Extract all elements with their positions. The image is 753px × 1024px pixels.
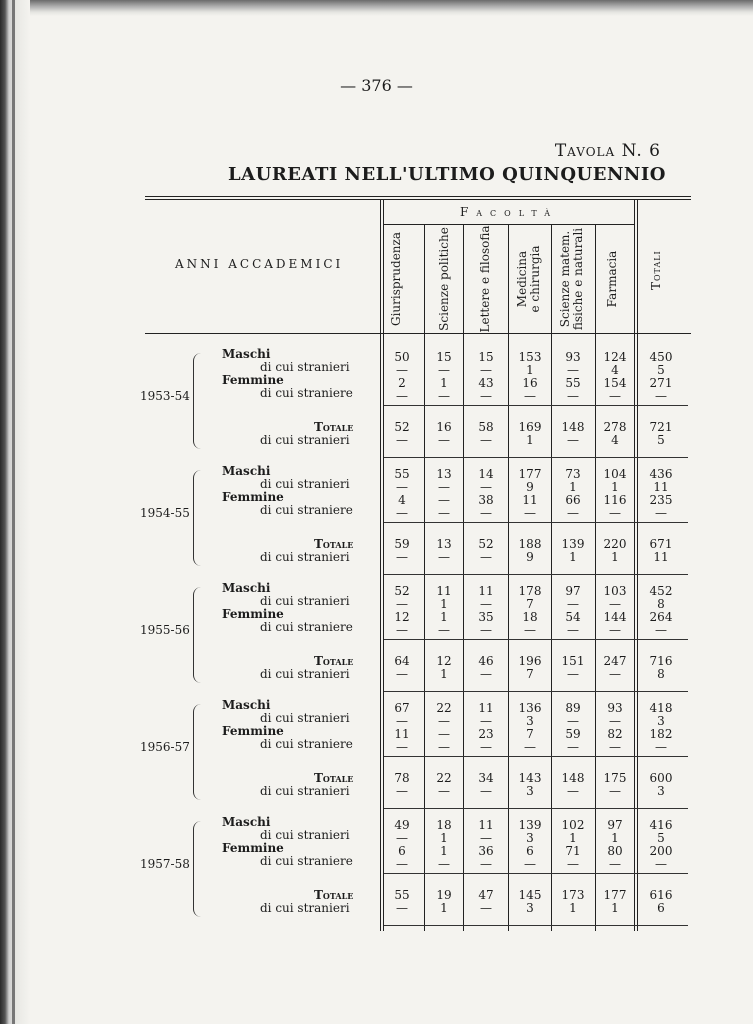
cell-maschi: 14 bbox=[478, 467, 494, 481]
cell-stranieri_m: — bbox=[567, 363, 579, 377]
subtotal-separator bbox=[384, 405, 688, 406]
cell-stranieri_m: — bbox=[396, 714, 408, 728]
cell-straniere_f: — bbox=[524, 623, 536, 637]
cell-straniere_f: — bbox=[524, 389, 536, 403]
cell-totale: 169 bbox=[518, 420, 542, 434]
cell-femmine: 82 bbox=[607, 727, 623, 741]
facolta-underline bbox=[384, 224, 634, 225]
year-block bbox=[0, 696, 753, 811]
cell-straniere_f: — bbox=[609, 389, 621, 403]
cell-maschi: 178 bbox=[518, 584, 542, 598]
row-label-totale: Totale bbox=[314, 654, 354, 668]
row-label-straniere_f: di cui straniere bbox=[260, 620, 353, 634]
cell-stranieri_m: — bbox=[438, 714, 450, 728]
row-label-femmine: Femmine bbox=[222, 607, 284, 621]
year-block bbox=[0, 579, 753, 694]
cell-stranieri_m: — bbox=[480, 480, 492, 494]
cell-femmine: 200 bbox=[649, 844, 673, 858]
cell-stranieri_t: — bbox=[438, 433, 450, 447]
academic-year-label: 1957-58 bbox=[140, 857, 190, 871]
cell-totale: 671 bbox=[649, 537, 673, 551]
cell-femmine: 144 bbox=[603, 610, 627, 624]
cell-straniere_f: — bbox=[438, 623, 450, 637]
row-label-maschi: Maschi bbox=[222, 347, 271, 361]
column-header-totali: Totali bbox=[649, 250, 663, 290]
row-label-straniere_f: di cui straniere bbox=[260, 386, 353, 400]
cell-femmine: 36 bbox=[478, 844, 494, 858]
row-label-totale: Totale bbox=[314, 420, 354, 434]
cell-straniere_f: — bbox=[609, 623, 621, 637]
cell-totale: 173 bbox=[561, 888, 585, 902]
cell-stranieri_t: 9 bbox=[526, 550, 534, 564]
row-label-maschi: Maschi bbox=[222, 815, 271, 829]
cell-totale: 52 bbox=[478, 537, 494, 551]
cell-stranieri_t: 1 bbox=[569, 901, 577, 915]
cell-femmine: 71 bbox=[565, 844, 581, 858]
cell-maschi: 124 bbox=[603, 350, 627, 364]
cell-stranieri_m: 3 bbox=[526, 714, 534, 728]
cell-maschi: 11 bbox=[478, 701, 494, 715]
cell-stranieri_m: — bbox=[609, 714, 621, 728]
cell-femmine: 154 bbox=[603, 376, 627, 390]
cell-maschi: 102 bbox=[561, 818, 585, 832]
cell-femmine: 43 bbox=[478, 376, 494, 390]
cell-totale: 16 bbox=[436, 420, 452, 434]
year-separator bbox=[384, 925, 688, 926]
cell-totale: 52 bbox=[394, 420, 410, 434]
cell-maschi: 177 bbox=[518, 467, 542, 481]
cell-stranieri_t: 1 bbox=[440, 667, 448, 681]
cell-stranieri_t: — bbox=[480, 901, 492, 915]
row-label-stranieri_t: di cui stranieri bbox=[260, 784, 350, 798]
cell-femmine: 35 bbox=[478, 610, 494, 624]
row-label-stranieri_t: di cui stranieri bbox=[260, 433, 350, 447]
academic-year-label: 1954-55 bbox=[140, 506, 190, 520]
row-label-stranieri_m: di cui stranieri bbox=[260, 477, 350, 491]
cell-stranieri_t: 1 bbox=[611, 550, 619, 564]
row-label-stranieri_m: di cui stranieri bbox=[260, 828, 350, 842]
subtotal-separator bbox=[384, 873, 688, 874]
cell-stranieri_t: — bbox=[396, 550, 408, 564]
cell-stranieri_t: 1 bbox=[440, 901, 448, 915]
cell-straniere_f: — bbox=[609, 740, 621, 754]
cell-totale: 13 bbox=[436, 537, 452, 551]
cell-totale: 148 bbox=[561, 420, 585, 434]
cell-totale: 143 bbox=[518, 771, 542, 785]
cell-stranieri_m: — bbox=[567, 714, 579, 728]
cell-totale: 59 bbox=[394, 537, 410, 551]
cell-totale: 78 bbox=[394, 771, 410, 785]
faculty-group-header: Facoltà bbox=[459, 205, 559, 219]
cell-stranieri_t: — bbox=[438, 784, 450, 798]
cell-femmine: 1 bbox=[440, 844, 448, 858]
cell-femmine: 1 bbox=[440, 376, 448, 390]
cell-stranieri_m: — bbox=[396, 480, 408, 494]
cell-straniere_f: — bbox=[438, 506, 450, 520]
brace-glyph bbox=[193, 353, 206, 449]
cell-stranieri_t: 3 bbox=[657, 784, 665, 798]
cell-totale: 188 bbox=[518, 537, 542, 551]
cell-stranieri_t: — bbox=[567, 667, 579, 681]
subtotal-separator bbox=[384, 756, 688, 757]
cell-stranieri_m: — bbox=[480, 831, 492, 845]
cell-stranieri_m: 1 bbox=[611, 480, 619, 494]
cell-maschi: 136 bbox=[518, 701, 542, 715]
cell-stranieri_t: 1 bbox=[526, 433, 534, 447]
cell-totale: 22 bbox=[436, 771, 452, 785]
cell-maschi: 15 bbox=[478, 350, 494, 364]
cell-straniere_f: — bbox=[655, 857, 667, 871]
cell-maschi: 450 bbox=[649, 350, 673, 364]
cell-stranieri_m: 7 bbox=[526, 597, 534, 611]
cell-stranieri_m: 8 bbox=[657, 597, 665, 611]
cell-stranieri_m: — bbox=[480, 714, 492, 728]
cell-maschi: 452 bbox=[649, 584, 673, 598]
year-block bbox=[0, 345, 753, 460]
cell-femmine: 55 bbox=[565, 376, 581, 390]
row-label-femmine: Femmine bbox=[222, 724, 284, 738]
cell-straniere_f: — bbox=[567, 389, 579, 403]
column-header-farmacia: Farmacia bbox=[605, 250, 619, 308]
cell-straniere_f: — bbox=[480, 857, 492, 871]
cell-totale: 616 bbox=[649, 888, 673, 902]
cell-maschi: 15 bbox=[436, 350, 452, 364]
row-label-stranieri_m: di cui stranieri bbox=[260, 711, 350, 725]
cell-stranieri_m: — bbox=[396, 363, 408, 377]
cell-stranieri_t: 4 bbox=[611, 433, 619, 447]
cell-maschi: 11 bbox=[436, 584, 452, 598]
cell-totale: 247 bbox=[603, 654, 627, 668]
cell-straniere_f: — bbox=[567, 623, 579, 637]
cell-maschi: 67 bbox=[394, 701, 410, 715]
cell-stranieri_t: 1 bbox=[611, 901, 619, 915]
column-header-giurisprudenza: Giurisprudenza bbox=[389, 231, 403, 327]
cell-stranieri_t: 3 bbox=[526, 901, 534, 915]
row-label-straniere_f: di cui straniere bbox=[260, 737, 353, 751]
cell-stranieri_m: — bbox=[480, 597, 492, 611]
cell-straniere_f: — bbox=[438, 857, 450, 871]
cell-maschi: 18 bbox=[436, 818, 452, 832]
cell-stranieri_m: — bbox=[438, 363, 450, 377]
cell-stranieri_m: — bbox=[438, 480, 450, 494]
cell-femmine: — bbox=[438, 493, 450, 507]
cell-stranieri_m: 5 bbox=[657, 831, 665, 845]
brace-glyph bbox=[193, 821, 206, 917]
cell-stranieri_m: 1 bbox=[611, 831, 619, 845]
cell-stranieri_m: 1 bbox=[440, 831, 448, 845]
cell-maschi: 103 bbox=[603, 584, 627, 598]
cell-straniere_f: — bbox=[524, 506, 536, 520]
brace-glyph bbox=[193, 587, 206, 683]
column-header-scienze-politiche: Scienze politiche bbox=[437, 227, 451, 331]
cell-totale: 220 bbox=[603, 537, 627, 551]
cell-stranieri_m: 5 bbox=[657, 363, 665, 377]
year-separator bbox=[384, 691, 688, 692]
subtotal-separator bbox=[384, 639, 688, 640]
cell-stranieri_t: 6 bbox=[657, 901, 665, 915]
cell-straniere_f: — bbox=[567, 506, 579, 520]
cell-stranieri_m: — bbox=[567, 597, 579, 611]
cell-maschi: 55 bbox=[394, 467, 410, 481]
cell-totale: 58 bbox=[478, 420, 494, 434]
cell-maschi: 49 bbox=[394, 818, 410, 832]
cell-maschi: 93 bbox=[607, 701, 623, 715]
cell-stranieri_m: — bbox=[396, 831, 408, 845]
cell-totale: 47 bbox=[478, 888, 494, 902]
row-label-stranieri_m: di cui stranieri bbox=[260, 360, 350, 374]
cell-femmine: 235 bbox=[649, 493, 673, 507]
cell-stranieri_t: — bbox=[396, 784, 408, 798]
cell-maschi: 416 bbox=[649, 818, 673, 832]
cell-totale: 19 bbox=[436, 888, 452, 902]
column-header-medicina: Medicina e chirurgia bbox=[515, 245, 542, 313]
cell-maschi: 418 bbox=[649, 701, 673, 715]
cell-femmine: 80 bbox=[607, 844, 623, 858]
header-top-rule-2 bbox=[145, 199, 691, 200]
stub-header: ANNI ACCADEMICI bbox=[175, 257, 344, 271]
cell-straniere_f: — bbox=[524, 740, 536, 754]
cell-stranieri_t: — bbox=[480, 550, 492, 564]
cell-stranieri_t: — bbox=[480, 667, 492, 681]
cell-femmine: 23 bbox=[478, 727, 494, 741]
academic-year-label: 1956-57 bbox=[140, 740, 190, 754]
row-label-totale: Totale bbox=[314, 888, 354, 902]
cell-straniere_f: — bbox=[480, 506, 492, 520]
row-label-maschi: Maschi bbox=[222, 698, 271, 712]
cell-totale: 46 bbox=[478, 654, 494, 668]
cell-maschi: 93 bbox=[565, 350, 581, 364]
cell-maschi: 11 bbox=[478, 818, 494, 832]
row-label-straniere_f: di cui straniere bbox=[260, 854, 353, 868]
row-label-totale: Totale bbox=[314, 771, 354, 785]
cell-femmine: 59 bbox=[565, 727, 581, 741]
cell-stranieri_m: 1 bbox=[526, 363, 534, 377]
cell-totale: 175 bbox=[603, 771, 627, 785]
row-label-stranieri_t: di cui stranieri bbox=[260, 550, 350, 564]
cell-stranieri_t: — bbox=[480, 784, 492, 798]
cell-totale: 278 bbox=[603, 420, 627, 434]
brace-glyph bbox=[193, 704, 206, 800]
cell-totale: 151 bbox=[561, 654, 585, 668]
cell-femmine: 1 bbox=[440, 610, 448, 624]
cell-stranieri_t: 5 bbox=[657, 433, 665, 447]
cell-stranieri_m: — bbox=[480, 363, 492, 377]
cell-stranieri_m: — bbox=[396, 597, 408, 611]
cell-straniere_f: — bbox=[396, 389, 408, 403]
table-number: Tavola N. 6 bbox=[554, 141, 661, 161]
cell-stranieri_m: 11 bbox=[653, 480, 669, 494]
cell-totale: 600 bbox=[649, 771, 673, 785]
row-label-femmine: Femmine bbox=[222, 373, 284, 387]
cell-femmine: 2 bbox=[398, 376, 406, 390]
cell-femmine: 271 bbox=[649, 376, 673, 390]
cell-straniere_f: — bbox=[480, 389, 492, 403]
cell-maschi: 139 bbox=[518, 818, 542, 832]
column-header-lettere-filosofia: Lettere e filosofia bbox=[478, 225, 492, 333]
cell-stranieri_t: 7 bbox=[526, 667, 534, 681]
brace-glyph bbox=[193, 470, 206, 566]
cell-straniere_f: — bbox=[567, 740, 579, 754]
cell-straniere_f: — bbox=[655, 389, 667, 403]
cell-straniere_f: — bbox=[396, 857, 408, 871]
cell-femmine: 4 bbox=[398, 493, 406, 507]
cell-maschi: 104 bbox=[603, 467, 627, 481]
cell-stranieri_t: — bbox=[609, 667, 621, 681]
cell-stranieri_m: 3 bbox=[657, 714, 665, 728]
cell-maschi: 13 bbox=[436, 467, 452, 481]
cell-stranieri_m: 1 bbox=[569, 831, 577, 845]
cell-stranieri_t: 3 bbox=[526, 784, 534, 798]
cell-stranieri_t: — bbox=[396, 901, 408, 915]
cell-femmine: 11 bbox=[522, 493, 538, 507]
cell-femmine: — bbox=[438, 727, 450, 741]
cell-stranieri_t: — bbox=[567, 433, 579, 447]
cell-totale: 721 bbox=[649, 420, 673, 434]
row-label-straniere_f: di cui straniere bbox=[260, 503, 353, 517]
cell-stranieri_t: — bbox=[480, 433, 492, 447]
cell-totale: 139 bbox=[561, 537, 585, 551]
cell-totale: 716 bbox=[649, 654, 673, 668]
cell-straniere_f: — bbox=[396, 740, 408, 754]
cell-stranieri_t: — bbox=[567, 784, 579, 798]
academic-year-label: 1953-54 bbox=[140, 389, 190, 403]
cell-stranieri_m: 1 bbox=[440, 597, 448, 611]
row-label-femmine: Femmine bbox=[222, 841, 284, 855]
cell-maschi: 97 bbox=[607, 818, 623, 832]
cell-stranieri_m: 9 bbox=[526, 480, 534, 494]
cell-straniere_f: — bbox=[567, 857, 579, 871]
row-label-stranieri_t: di cui stranieri bbox=[260, 901, 350, 915]
cell-straniere_f: — bbox=[655, 623, 667, 637]
cell-femmine: 18 bbox=[522, 610, 538, 624]
cell-femmine: 54 bbox=[565, 610, 581, 624]
cell-straniere_f: — bbox=[609, 857, 621, 871]
row-label-maschi: Maschi bbox=[222, 464, 271, 478]
cell-femmine: 66 bbox=[565, 493, 581, 507]
header-top-rule bbox=[145, 196, 691, 197]
cell-femmine: 11 bbox=[394, 727, 410, 741]
cell-stranieri_t: 8 bbox=[657, 667, 665, 681]
cell-totale: 177 bbox=[603, 888, 627, 902]
cell-straniere_f: — bbox=[396, 506, 408, 520]
cell-femmine: 182 bbox=[649, 727, 673, 741]
row-label-totale: Totale bbox=[314, 537, 354, 551]
cell-maschi: 11 bbox=[478, 584, 494, 598]
cell-straniere_f: — bbox=[480, 623, 492, 637]
cell-totale: 148 bbox=[561, 771, 585, 785]
page-top-edge bbox=[30, 0, 753, 16]
cell-stranieri_t: 11 bbox=[653, 550, 669, 564]
row-label-femmine: Femmine bbox=[222, 490, 284, 504]
cell-straniere_f: — bbox=[524, 857, 536, 871]
cell-totale: 55 bbox=[394, 888, 410, 902]
cell-totale: 12 bbox=[436, 654, 452, 668]
cell-maschi: 22 bbox=[436, 701, 452, 715]
cell-femmine: 38 bbox=[478, 493, 494, 507]
cell-stranieri_t: 1 bbox=[569, 550, 577, 564]
cell-femmine: 6 bbox=[526, 844, 534, 858]
cell-straniere_f: — bbox=[609, 506, 621, 520]
cell-stranieri_t: — bbox=[438, 550, 450, 564]
cell-maschi: 436 bbox=[649, 467, 673, 481]
cell-maschi: 153 bbox=[518, 350, 542, 364]
subtotal-separator bbox=[384, 522, 688, 523]
cell-totale: 145 bbox=[518, 888, 542, 902]
cell-femmine: 6 bbox=[398, 844, 406, 858]
cell-stranieri_t: — bbox=[396, 667, 408, 681]
cell-stranieri_t: — bbox=[609, 784, 621, 798]
cell-stranieri_m: — bbox=[609, 597, 621, 611]
cell-totale: 196 bbox=[518, 654, 542, 668]
year-separator bbox=[384, 808, 688, 809]
cell-femmine: 264 bbox=[649, 610, 673, 624]
cell-straniere_f: — bbox=[438, 740, 450, 754]
year-block bbox=[0, 813, 753, 928]
cell-straniere_f: — bbox=[480, 740, 492, 754]
column-header-scienze-matematiche: Scienze matem. fisiche e naturali bbox=[558, 227, 585, 331]
cell-femmine: 7 bbox=[526, 727, 534, 741]
row-label-stranieri_t: di cui stranieri bbox=[260, 667, 350, 681]
table-title: LAUREATI NELL'ULTIMO QUINQUENNIO bbox=[228, 164, 666, 185]
cell-stranieri_t: — bbox=[396, 433, 408, 447]
page-number: — 376 — bbox=[340, 76, 413, 95]
cell-femmine: 116 bbox=[603, 493, 627, 507]
cell-straniere_f: — bbox=[655, 740, 667, 754]
cell-maschi: 50 bbox=[394, 350, 410, 364]
cell-straniere_f: — bbox=[396, 623, 408, 637]
cell-femmine: 16 bbox=[522, 376, 538, 390]
cell-maschi: 73 bbox=[565, 467, 581, 481]
row-label-stranieri_m: di cui stranieri bbox=[260, 594, 350, 608]
cell-totale: 34 bbox=[478, 771, 494, 785]
cell-stranieri_m: 3 bbox=[526, 831, 534, 845]
year-separator bbox=[384, 457, 688, 458]
row-label-maschi: Maschi bbox=[222, 581, 271, 595]
cell-stranieri_m: 1 bbox=[569, 480, 577, 494]
cell-totale: 64 bbox=[394, 654, 410, 668]
cell-maschi: 97 bbox=[565, 584, 581, 598]
cell-femmine: 12 bbox=[394, 610, 410, 624]
cell-maschi: 89 bbox=[565, 701, 581, 715]
year-separator bbox=[384, 574, 688, 575]
cell-maschi: 52 bbox=[394, 584, 410, 598]
cell-straniere_f: — bbox=[655, 506, 667, 520]
cell-straniere_f: — bbox=[438, 389, 450, 403]
cell-stranieri_m: 4 bbox=[611, 363, 619, 377]
academic-year-label: 1955-56 bbox=[140, 623, 190, 637]
year-block bbox=[0, 462, 753, 577]
